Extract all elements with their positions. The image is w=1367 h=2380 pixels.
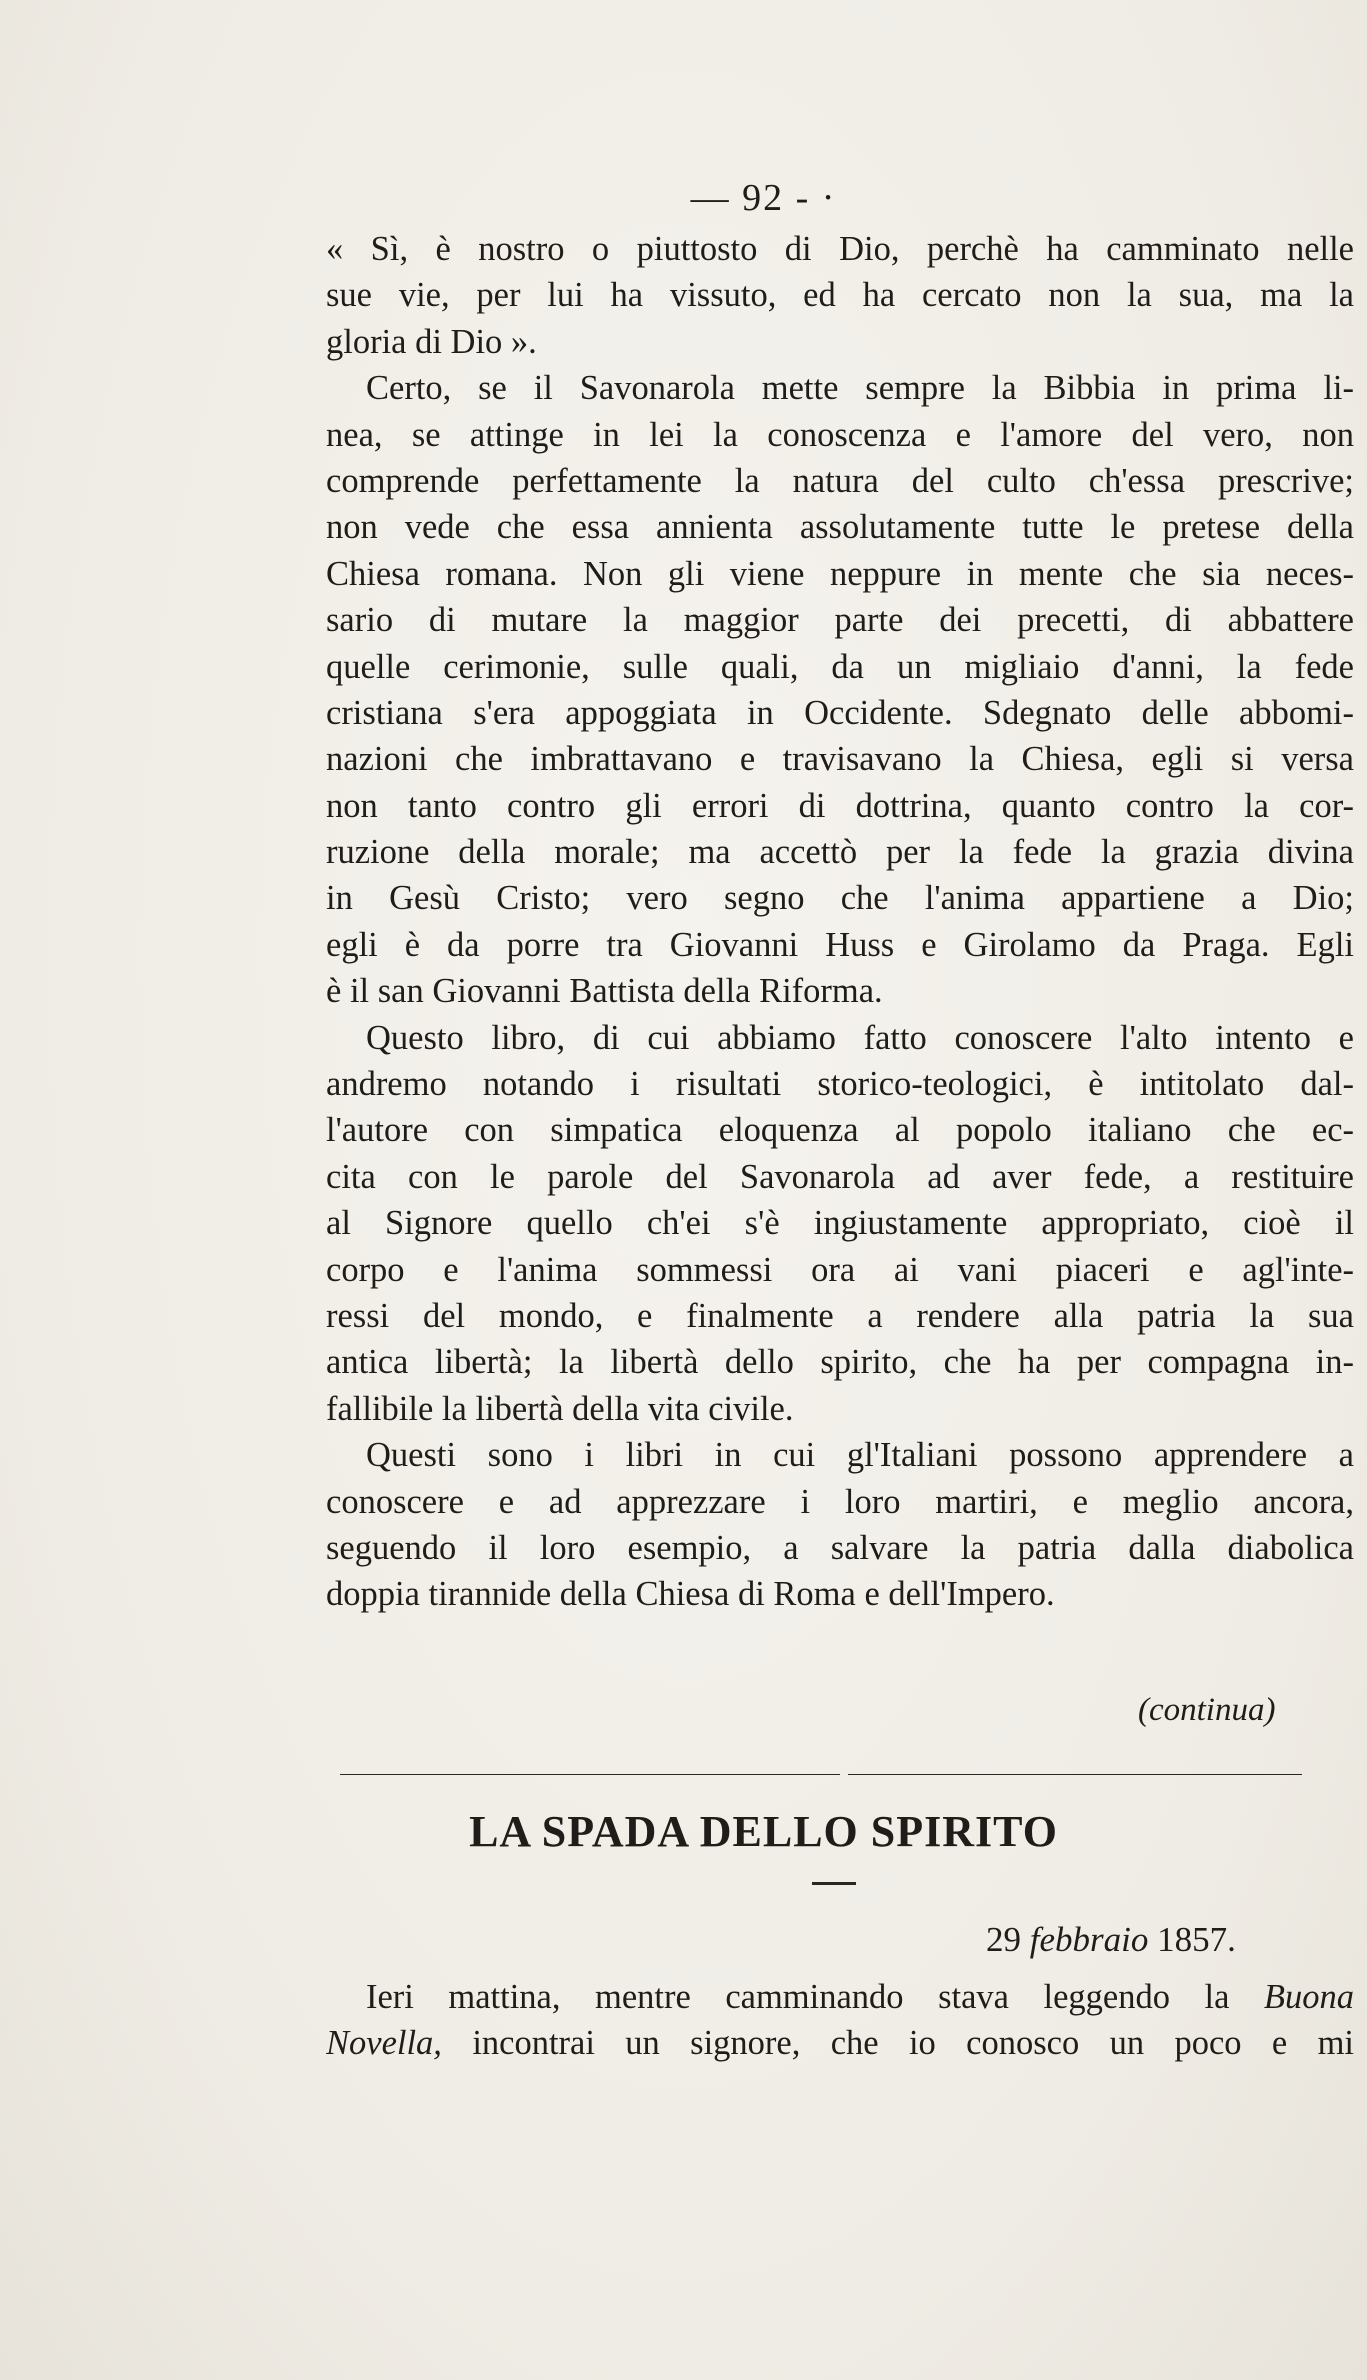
date-year: 1857. bbox=[1157, 1920, 1236, 1959]
text-line: corpo e l'anima sommessi ora ai vani piaceri e agl'inte- bbox=[326, 1250, 1354, 1289]
text-line: quelle cerimonie, sulle quali, da un migliaio d'anni, la fede bbox=[326, 647, 1354, 686]
text-line: comprende perfettamente la natura del culto ch'essa prescrive; bbox=[326, 461, 1354, 500]
text-line: fallibile la libertà della vita civile. bbox=[326, 1389, 794, 1428]
text-line: cita con le parole del Savonarola ad aver fede, a restituire bbox=[326, 1157, 1354, 1196]
title-dash-divider bbox=[812, 1882, 856, 1885]
text-line: Certo, se il Savonarola mette sempre la Bibbia in prima li- bbox=[366, 369, 1354, 408]
text-line: ruzione della morale; ma accettò per la fede la grazia divina bbox=[326, 833, 1354, 872]
article-date bbox=[986, 1920, 1236, 1960]
text-line: al Signore quello ch'ei s'è ingiustamente appropriato, cioè il bbox=[326, 1204, 1354, 1243]
page-number: — 92 - · bbox=[690, 177, 837, 219]
line-text: Ieri mattina, mentre camminando stava leggendo la bbox=[366, 1978, 1230, 2016]
continua-note: (continua) bbox=[1138, 1692, 1276, 1728]
section-rule-right bbox=[848, 1774, 1302, 1775]
text-line: Questo libro, di cui abbiamo fatto conoscere l'alto intento e bbox=[366, 1018, 1354, 1057]
text-line: sario di mutare la maggior parte dei precetti, di abbattere bbox=[326, 601, 1354, 640]
text-line: nazioni che imbrattavano e travisavano la Chiesa, egli si versa bbox=[326, 740, 1354, 779]
text-line: andremo notando i risultati storico-teologici, è intitolato dal- bbox=[326, 1065, 1354, 1104]
text-line: egli è da porre tra Giovanni Huss e Girolamo da Praga. Egli bbox=[326, 925, 1354, 964]
line-italic: Buona bbox=[1263, 1978, 1354, 2016]
text-line: non tanto contro gli errori di dottrina, quanto contro la cor- bbox=[326, 786, 1354, 825]
line-text: incontrai un signore, che io conosco un poco e mi bbox=[472, 2024, 1354, 2063]
text-line: ressi del mondo, e finalmente a rendere alla patria la sua bbox=[326, 1296, 1354, 1335]
text-line: è il san Giovanni Battista della Riforma. bbox=[326, 972, 883, 1011]
text-line: in Gesù Cristo; vero segno che l'anima appartiene a Dio; bbox=[326, 879, 1354, 918]
text-line bbox=[326, 1974, 1354, 2020]
text-line: nea, se attinge in lei la conoscenza e l'amore del vero, non bbox=[326, 415, 1354, 454]
date-month: febbraio bbox=[1029, 1920, 1149, 1959]
main-text bbox=[326, 226, 1354, 1618]
article-body bbox=[326, 1974, 1354, 2067]
text-line: gloria di Dio ». bbox=[326, 322, 537, 361]
text-line: l'autore con simpatica eloquenza al popolo italiano che ec- bbox=[326, 1111, 1354, 1150]
text-line bbox=[326, 2020, 1354, 2066]
text-line: antica libertà; la libertà dello spirito, che ha per compagna in- bbox=[326, 1343, 1354, 1382]
date-day: 29 bbox=[986, 1920, 1021, 1959]
text-line: Questi sono i libri in cui gl'Italiani possono apprendere a bbox=[366, 1436, 1354, 1475]
text-line: seguendo il loro esempio, a salvare la patria dalla diabolica bbox=[326, 1528, 1354, 1567]
text-line: cristiana s'era appoggiata in Occidente. Sdegnato delle abbomi- bbox=[326, 693, 1354, 732]
article-title: LA SPADA DELLO SPIRITO bbox=[469, 1807, 1058, 1856]
line-italic: Novella, bbox=[326, 2024, 442, 2063]
section-rule-left bbox=[340, 1774, 840, 1775]
text-line: conoscere e ad apprezzare i loro martiri, e meglio ancora, bbox=[326, 1482, 1354, 1521]
text-line: sue vie, per lui ha vissuto, ed ha cercato non la sua, ma la bbox=[326, 276, 1354, 315]
text-line: non vede che essa annienta assolutamente tutte le pretese della bbox=[326, 508, 1354, 547]
text-line: Chiesa romana. Non gli viene neppure in mente che sia neces- bbox=[326, 554, 1354, 593]
text-line: doppia tirannide della Chiesa di Roma e dell'Impero. bbox=[326, 1575, 1055, 1614]
text-line: « Sì, è nostro o piuttosto di Dio, perchè ha camminato nelle bbox=[326, 230, 1354, 268]
